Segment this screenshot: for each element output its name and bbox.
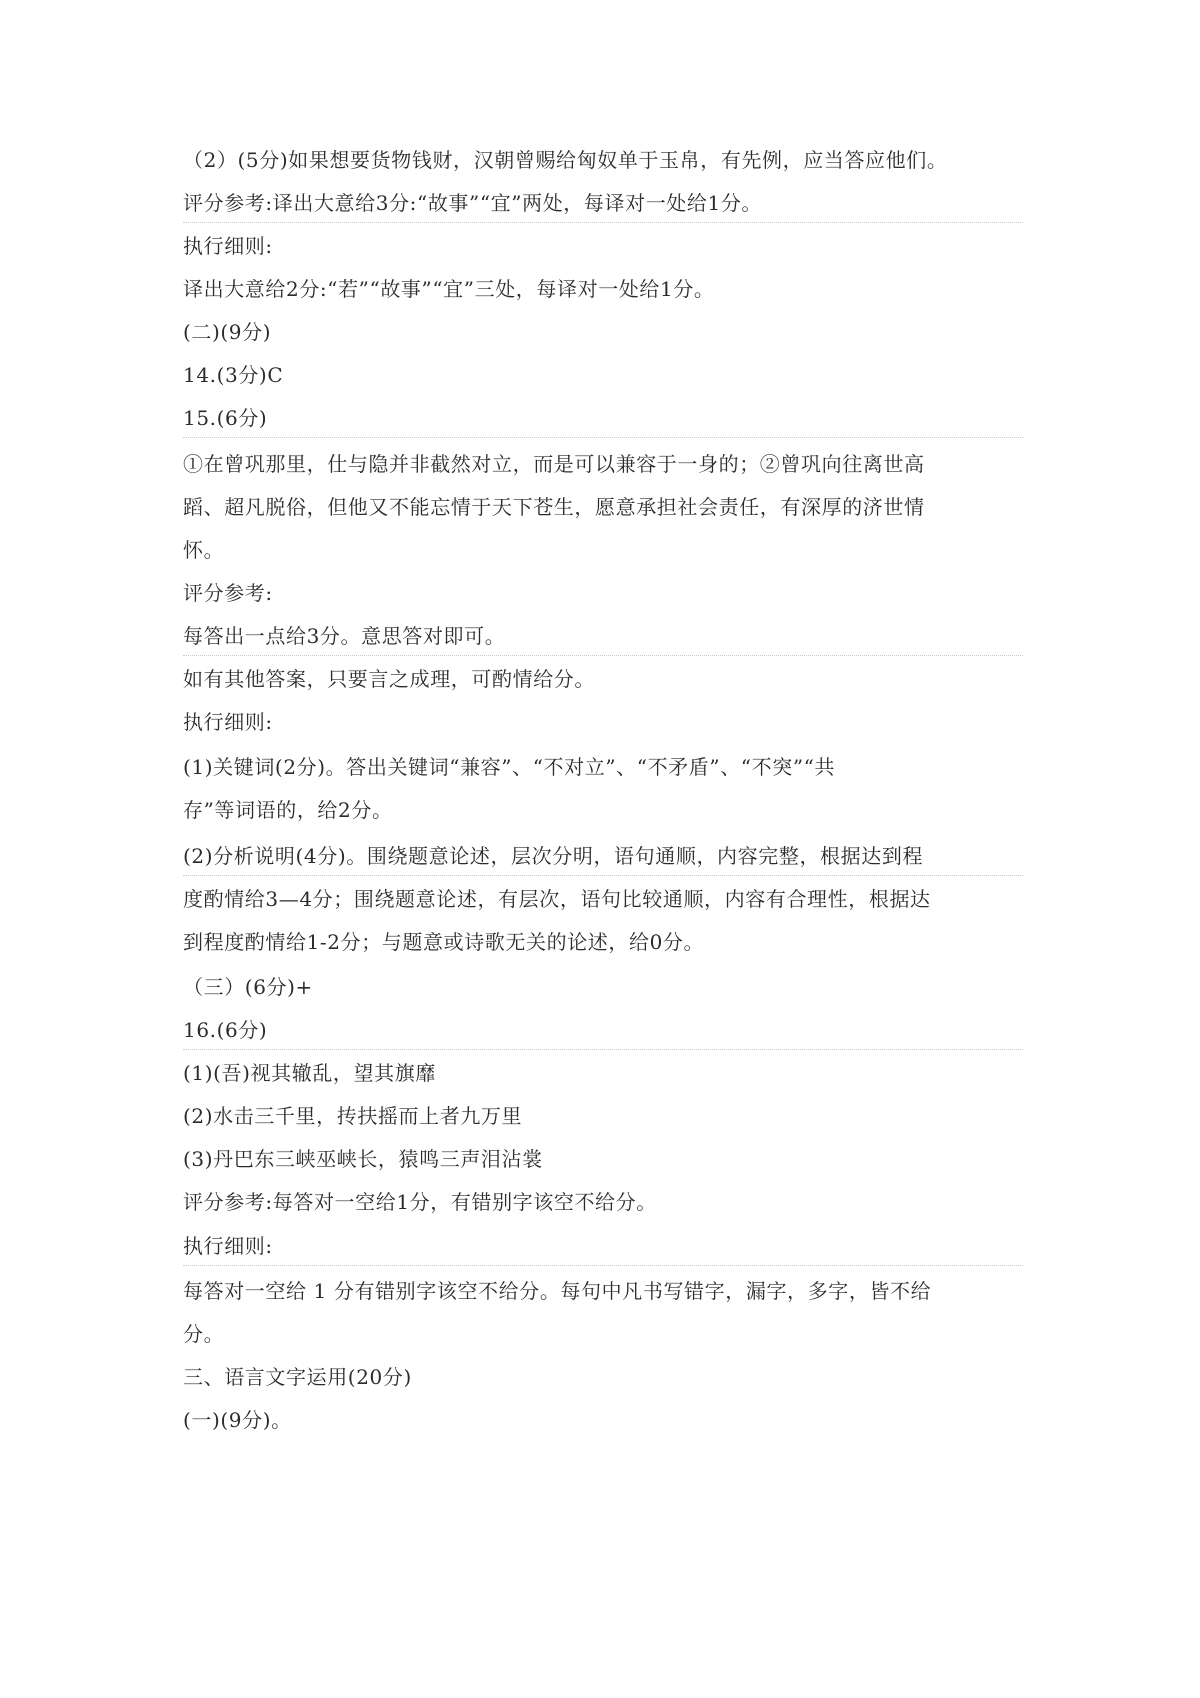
execution-rules-heading: 执行细则:: [183, 710, 273, 734]
dotted-divider: [183, 655, 1023, 656]
dotted-divider: [183, 1049, 1023, 1050]
execution-rules-text: 分。: [183, 1322, 225, 1346]
scoring-reference: 评分参考:每答对一空给1分，有错别字该空不给分。: [183, 1190, 657, 1214]
dotted-divider: [183, 875, 1023, 876]
section-heading: (二)(9分): [183, 320, 272, 344]
execution-rules-text: 存”等词语的，给2分。: [183, 798, 393, 822]
execution-rules-text: 每答对一空给 1 分有错别字该空不给分。每句中凡书写错字，漏字，多字，皆不给: [183, 1279, 932, 1303]
dotted-divider: [183, 437, 1023, 438]
scoring-reference-text: 如有其他答案，只要言之成理，可酌情给分。: [183, 667, 595, 691]
execution-rules-text: (2)分析说明(4分)。围绕题意论述，层次分明，语句通顺，内容完整，根据达到程: [183, 844, 924, 868]
answer-15-line: 怀。: [183, 538, 225, 562]
dotted-divider: [183, 1265, 1023, 1266]
execution-rules-heading: 执行细则:: [183, 1234, 273, 1258]
dotted-divider: [183, 222, 1023, 223]
execution-rules-text: 译出大意给2分:“若”“故事”“宜”三处，每译对一处给1分。: [183, 277, 715, 301]
subsection-heading: (一)(9分)。: [183, 1408, 292, 1432]
section-heading: 三、语言文字运用(20分): [183, 1365, 412, 1389]
answer-15-line: 蹈、超凡脱俗，但他又不能忘情于天下苍生，愿意承担社会责任，有深厚的济世情: [183, 495, 925, 519]
question-16-heading: 16.(6分): [183, 1018, 268, 1042]
answer-16-item: (1)(吾)视其辙乱，望其旗靡: [183, 1061, 436, 1085]
execution-rules-text: (1)关键词(2分)。答出关键词“兼容”、“不对立”、“不矛盾”、“不突”“共: [183, 755, 836, 779]
answer-16-item: (2)水击三千里，抟扶摇而上者九万里: [183, 1104, 523, 1128]
question-15-heading: 15.(6分): [183, 406, 268, 430]
scoring-reference-heading: 评分参考:: [183, 581, 273, 605]
answer-15-line: ①在曾巩那里，仕与隐并非截然对立，而是可以兼容于一身的；②曾巩向往离世高: [183, 452, 925, 476]
answer-14: 14.(3分)C: [183, 363, 284, 387]
scoring-reference-text: 每答出一点给3分。意思答对即可。: [183, 624, 506, 648]
answer-16-item: (3)丹巴东三峡巫峡长，猿鸣三声泪沾裳: [183, 1147, 543, 1171]
section-heading: （三）(6分)+: [183, 975, 313, 999]
execution-rules-text: 到程度酌情给1-2分；与题意或诗歌无关的论述，给0分。: [183, 930, 705, 954]
scoring-reference: 评分参考:译出大意给3分:“故事”“宜”两处，每译对一处给1分。: [183, 191, 763, 215]
execution-rules-heading: 执行细则:: [183, 234, 273, 258]
answer-13-2: （2）(5分)如果想要货物钱财，汉朝曾赐给匈奴单于玉帛，有先例，应当答应他们。: [183, 148, 948, 172]
execution-rules-text: 度酌情给3—4分；围绕题意论述，有层次，语句比较通顺，内容有合理性，根据达: [183, 887, 931, 911]
